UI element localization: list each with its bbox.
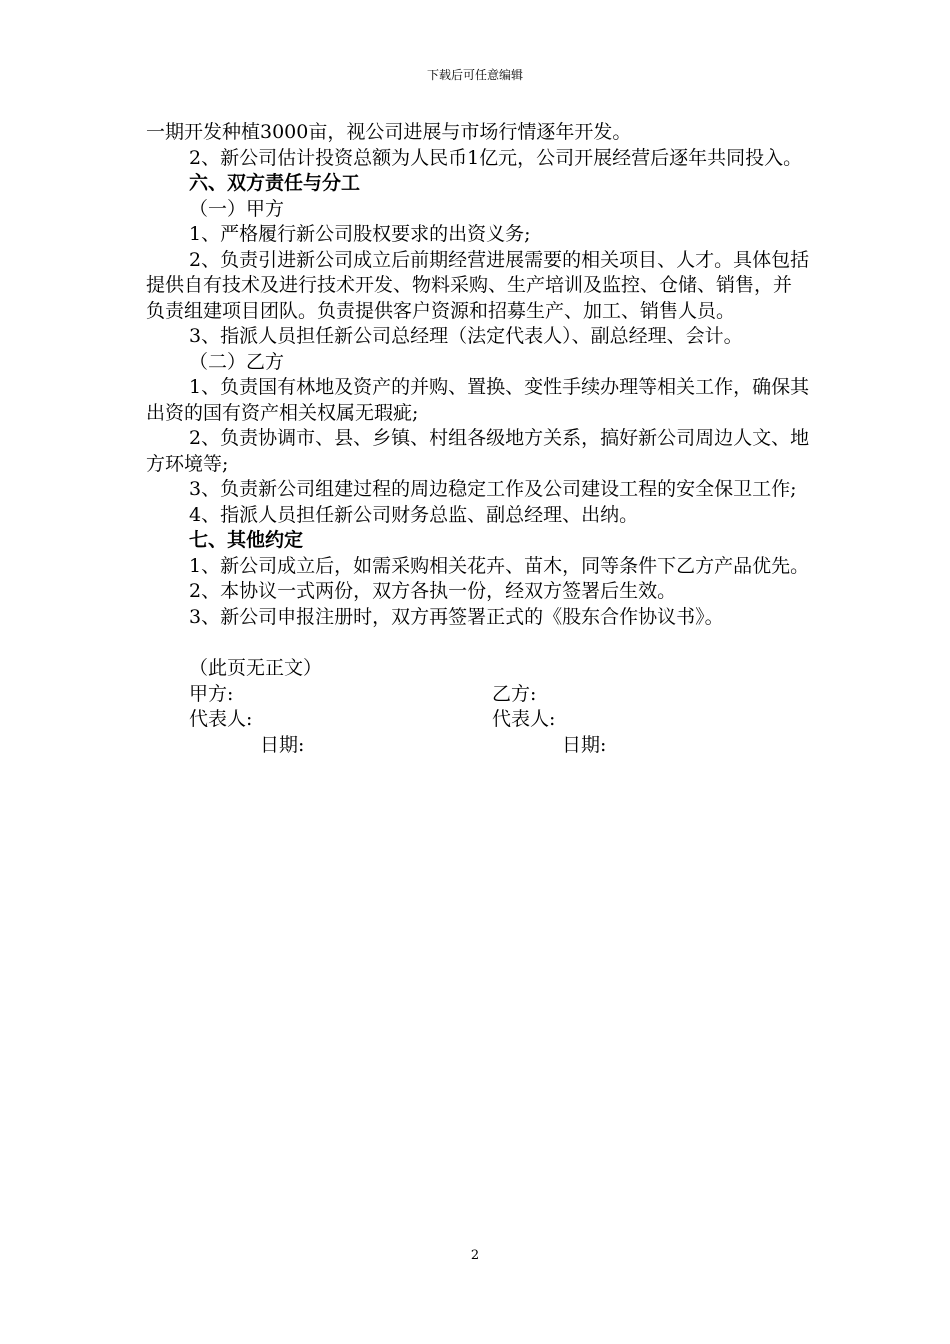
representative-b-label: 代表人:: [492, 708, 556, 730]
spacer: [146, 630, 810, 656]
party-a-label: 甲方:: [189, 682, 234, 705]
paragraph: 1、负责国有林地及资产的并购、置换、变性手续办理等相关工作，确保其出资的国有资产相关权属无瑕疵;: [146, 376, 810, 424]
section-heading: 七、其他约定: [189, 529, 304, 551]
date-a-label: 日期:: [260, 733, 305, 756]
section-heading: 六、双方责任与分工: [189, 172, 361, 194]
signature-row-representative: [146, 707, 810, 733]
date-b-label: 日期:: [562, 733, 607, 756]
paragraph: 4、指派人员担任新公司财务总监、副总经理、出纳。: [189, 503, 639, 526]
party-b-label: 乙方:: [492, 682, 537, 705]
paragraph: 2、本协议一式两份，双方各执一份，经双方签署后生效。: [189, 580, 677, 602]
paragraph: 2、负责协调市、县、乡镇、村组各级地方关系，搞好新公司周边人文、地方环境等;: [146, 427, 810, 475]
paragraph: 1、严格履行新公司股权要求的出资义务;: [189, 223, 531, 245]
paragraph: 2、负责引进新公司成立后前期经营进展需要的相关项目、人才。具体包括提供自有技术及进行技术开发、物料采购、生产培训及监控、仓储、销售，并负责组建项目团队。负责提供客户资源和招募生产、加工、销售人员。: [146, 248, 810, 322]
paragraph: 2、新公司估计投资总额为人民币1亿元，公司开展经营后逐年共同投入。: [189, 146, 803, 169]
paragraph: 3、负责新公司组建过程的周边稳定工作及公司建设工程的安全保卫工作;: [189, 478, 797, 500]
page-header: 下载后可任意编辑: [426, 68, 523, 82]
page-number: 2: [470, 1248, 480, 1263]
document-body: [146, 120, 810, 758]
subsection-heading: （二）乙方: [189, 350, 285, 373]
paragraph: 3、新公司申报注册时，双方再签署正式的《股东合作协议书》。: [189, 605, 724, 628]
paragraph: 一期开发种植3000亩，视公司进展与市场行情逐年开发。: [146, 121, 632, 143]
paragraph: 3、指派人员担任新公司总经理（法定代表人）、副总经理、会计。: [189, 325, 743, 347]
representative-a-label: 代表人:: [189, 708, 253, 730]
signature-row-date: [146, 733, 810, 759]
paragraph: 1、新公司成立后，如需采购相关花卉、苗木，同等条件下乙方产品优先。: [189, 554, 810, 577]
subsection-heading: （一）甲方: [189, 197, 285, 220]
signature-row-party: [146, 682, 810, 708]
no-text-note: （此页无正文）: [189, 657, 323, 679]
